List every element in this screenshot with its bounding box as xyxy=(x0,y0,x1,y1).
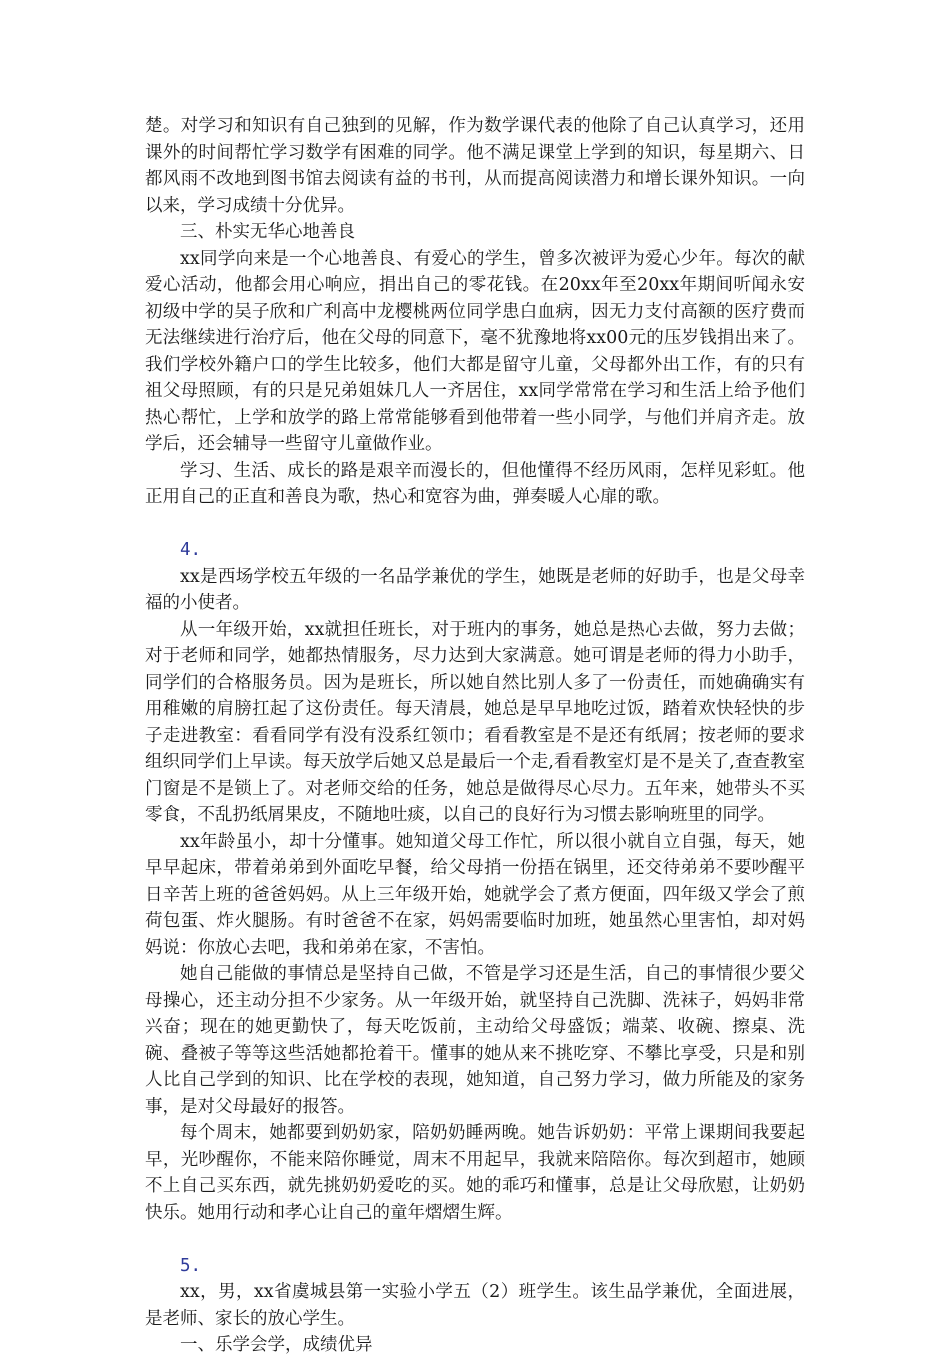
paragraph: xx同学向来是一个心地善良、有爱心的学生，曾多次被评为爱心少年。每次的献爱心活动，他都会用心响应，捐出自己的零花钱。在20xx年至20xx年期间听闻永安初级中学的吴子欣和广利高中龙樱桃两位同学患白血病，因无力支付高额的医疗费而无法继续进行治疗后，他在父母的同意下，毫不犹豫地将xx00元的压岁钱捐出来了。我们学校外籍户口的学生比较多，他们大都是留守儿童，父母都外出工作，有的只有祖父母照顾，有的只是兄弟姐妹几人一齐居住，xx同学常常在学习和生活上给予他们热心帮忙，上学和放学的路上常常能够看到他带着一些小同学，与他们并肩齐走。放学后，还会辅导一些留守儿童做作业。 xyxy=(145,248,805,454)
document-page xyxy=(145,113,805,1359)
section-number: 4. xyxy=(180,540,202,560)
spacer xyxy=(145,1226,805,1253)
paragraph: 学习、生活、成长的路是艰辛而漫长的，但他懂得不经历风雨，怎样见彩虹。他正用自己的正直和善良为歌，热心和宽容为曲，弹奏暖人心扉的歌。 xyxy=(145,460,805,507)
paragraph: xx是西场学校五年级的一名品学兼优的学生，她既是老师的好助手，也是父母幸福的小使者。 xyxy=(145,566,805,613)
paragraph: xx，男，xx省虞城县第一实验小学五（2）班学生。该生品学兼优，全面进展，是老师、家长的放心学生。 xyxy=(145,1282,805,1329)
paragraph: 从一年级开始，xx就担任班长，对于班内的事务，她总是热心去做，努力去做；对于老师和同学，她都热情服务，尽力达到大家满意。她可谓是老师的得力小助手，同学们的合格服务员。因为是班长，所以她自然比别人多了一份责任，而她确确实有用稚嫩的肩膀扛起了这份责任。每天清晨，她总是早早地吃过饭，踏着欢快轻快的步子走进教室：看看同学有没有没系红领巾；看看教室是不是还有纸屑；按老师的要求组织同学们上早读。每天放学后她又总是最后一个走,看看教室灯是不是关了,查查教室门窗是不是锁上了。对老师交给的任务，她总是做得尽心尽力。五年来，她带头不买零食，不乱扔纸屑果皮，不随地吐痰，以自己的良好行为习惯去影响班里的同学。 xyxy=(145,619,805,825)
section-heading: 一、乐学会学，成绩优异 xyxy=(180,1335,373,1355)
paragraph: xx年龄虽小，却十分懂事。她知道父母工作忙，所以很小就自立自强，每天，她早早起床，带着弟弟到外面吃早餐，给父母捎一份捂在锅里，还交待弟弟不要吵醒平日辛苦上班的爸爸妈妈。从上三年级开始，她就学会了煮方便面，四年级又学会了煎荷包蛋、炸火腿肠。有时爸爸不在家，妈妈需要临时加班，她虽然心里害怕，却对妈妈说：你放心去吧，我和弟弟在家，不害怕。 xyxy=(145,831,805,958)
spacer xyxy=(145,511,805,538)
section-number: 5. xyxy=(180,1255,202,1276)
paragraph: 她自己能做的事情总是坚持自己做，不管是学习还是生活，自己的事情很少要父母操心，还主动分担不少家务。从一年级开始，就坚持自己洗脚、洗袜子，妈妈非常兴奋；现在的她更勤快了，每天吃饭前，主动给父母盛饭；端菜、收碗、擦桌、洗碗、叠被子等等这些活她都抢着干。懂事的她从来不挑吃穿、不攀比享受，只是和别人比自己学到的知识、比在学校的表现，她知道，自己努力学习，做力所能及的家务事，是对父母最好的报答。 xyxy=(145,964,805,1117)
section-heading: 三、朴实无华心地善良 xyxy=(180,222,355,242)
paragraph: 每个周末，她都要到奶奶家，陪奶奶睡两晚。她告诉奶奶：平常上课期间我要起早，光吵醒你，不能来陪你睡觉，周末不用起早，我就来陪陪你。每次到超市，她顾不上自己买东西，就先挑奶奶爱吃的买。她的乖巧和懂事，总是让父母欣慰，让奶奶快乐。她用行动和孝心让自己的童年熠熠生辉。 xyxy=(145,1123,805,1223)
paragraph: 楚。对学习和知识有自己独到的见解，作为数学课代表的他除了自己认真学习，还用课外的时间帮忙学习数学有困难的同学。他不满足课堂上学到的知识，每星期六、日都风雨不改地到图书馆去阅读有益的书刊，从而提高阅读潜力和增长课外知识。一向以来，学习成绩十分优异。 xyxy=(145,116,805,216)
